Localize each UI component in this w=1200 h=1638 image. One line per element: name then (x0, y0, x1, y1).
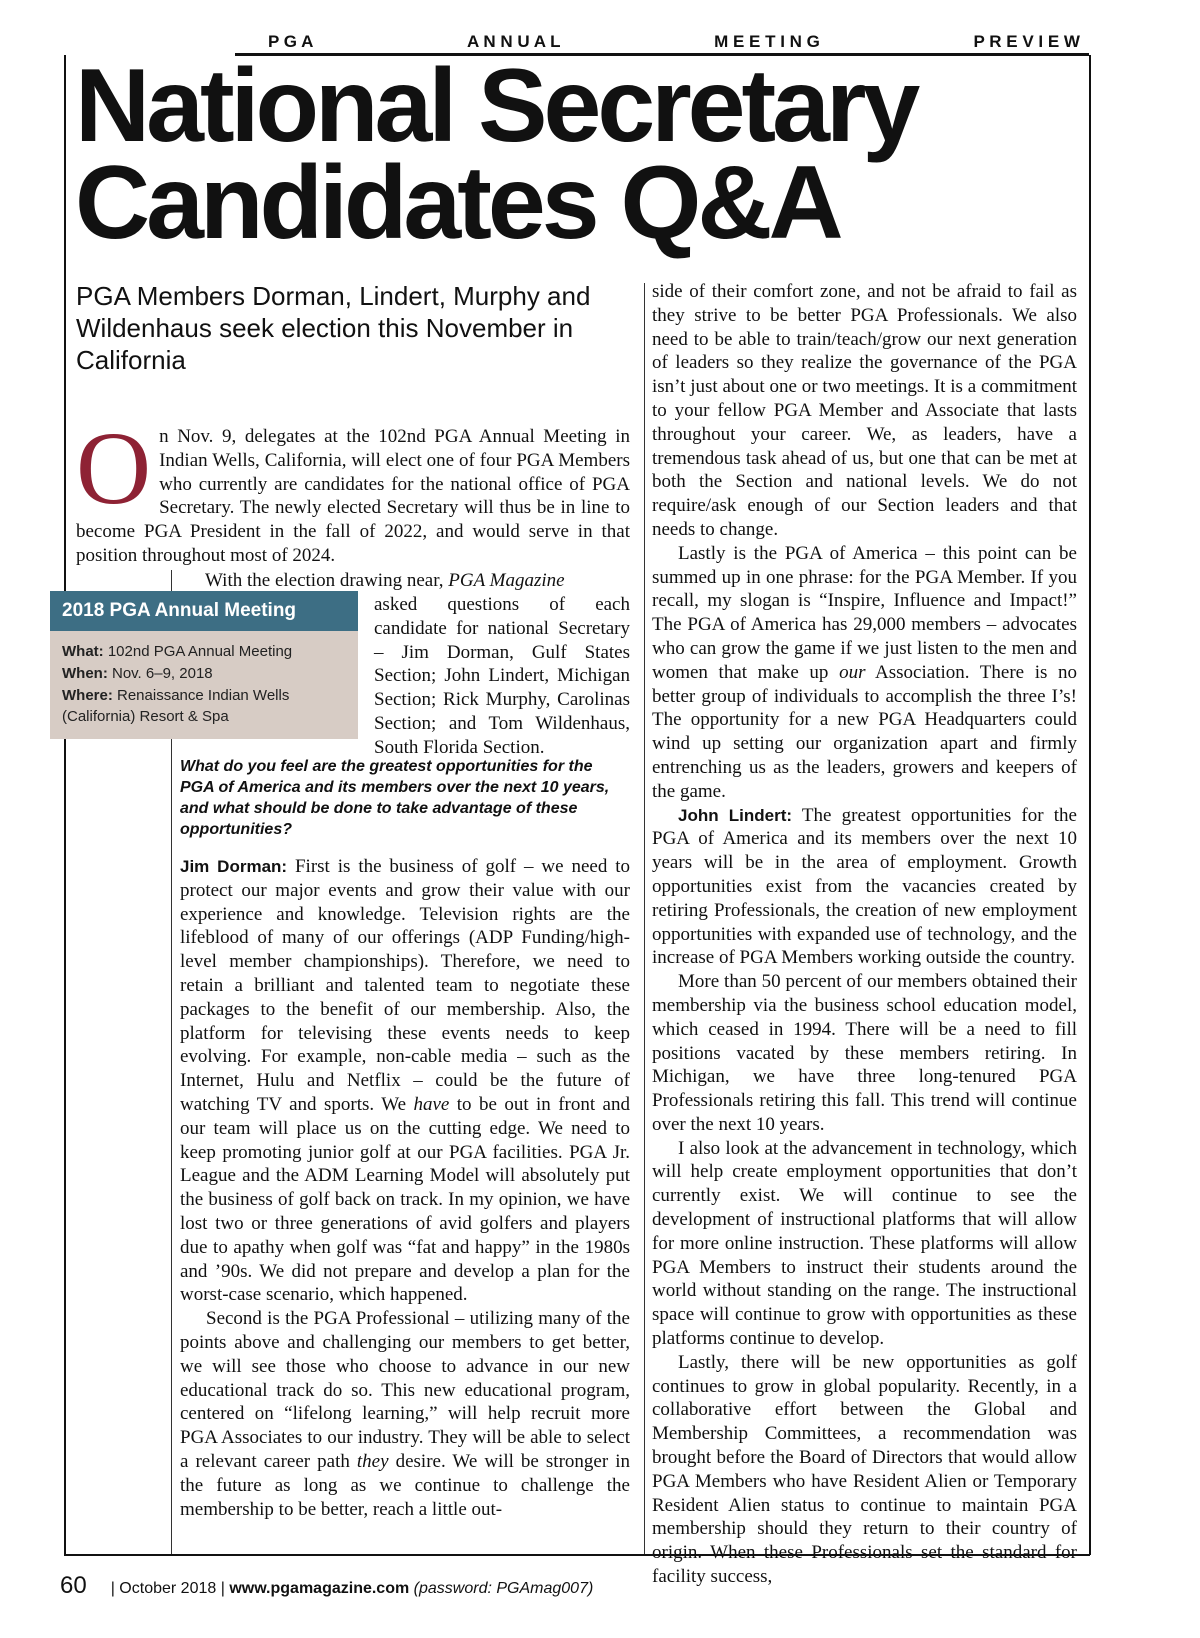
meeting-info-box (50, 591, 358, 739)
dropcap: O (76, 411, 152, 526)
column-left (180, 855, 630, 1521)
info-value: 102nd PGA Annual Meeting (103, 643, 293, 660)
intro-text-2 (205, 569, 630, 593)
emphasis: have (413, 1093, 450, 1115)
answer-paragraph (180, 1307, 630, 1521)
answer-text: Second is the PGA Professional – utilizing many of the points above and challenging our members to get better, we will see those who choose to advance in our new educational track do so. This new educational program, centered on “lifelong learning,” will help recruit more PGA Associates to our industry. They will be able to select a relevant career path (180, 1308, 630, 1472)
intro-text-2a: With the election drawing near, (205, 570, 449, 591)
answer-text: The greatest opportunities for the PGA of America and its members over the next 10 years will be in the area of employment. Growth opportunities exist from the vacancies created by retiring Professionals, the creation of new employment opportunities with expanded use of technology, and the increase of PGA Members working outside the country. (652, 804, 1077, 969)
info-what (62, 641, 346, 662)
intro-paragraph (76, 411, 630, 568)
kicker-word: P R E V I E W (973, 32, 1080, 51)
answer-paragraph: side of their comfort zone, and not be afraid to fail as they strive to be better PGA Professionals. We also need to be able to train/teach/grow our next generation of leaders so they realize the governance of the PGA isn’t just about one or two meetings. It is a commitment to your fellow PGA Member and Associate that lasts throughout your career. We, as leaders, have a tremendous task ahead of us, but one that can be met at both the Section and national levels. We do not require/ask enough of our Section leaders and that needs to change. (652, 281, 1077, 540)
answer-paragraph (180, 855, 630, 1307)
page-title (75, 48, 1075, 261)
answer-paragraph: Lastly, there will be new opportunities as golf continues to grow in global popularity. Recently, in a collaborative effort between the Global and Membership Committees, a recommendation was brought before the Board of Directors that would allow PGA Members who have Resident Alien or Temporary Resident Alien status to continue to maintain PGA membership should they return to their country of origin. When these Professionals set the standard for facility success, (652, 1351, 1077, 1588)
answer-text: First is the business of golf – we need to protect our major events and grow their value with our experience and knowledge. Television rights are the lifeblood of many of our offerings (ADP Funding/high-level member championships). Therefore, we need to retain a brilliant and talented team to negotiate these packages to the benefit of our membership. Also, the platform for televising these events needs to keep evolving. For example, non-cable media – such as the Internet, Hulu and Netflix – could be the future of watching TV and sports. We (180, 856, 630, 1115)
interview-question: What do you feel are the greatest opportunities for the PGA of America and its members over the next 10 years, and what should be done to take advantage of these opportunities? (180, 758, 610, 838)
intro-paragraph-2 (205, 569, 630, 593)
info-label: When: (62, 665, 108, 682)
column-divider (644, 283, 645, 1554)
intro-text: n Nov. 9, delegates at the 102nd PGA Annual Meeting in Indian Wells, California, will elect one of four PGA Members who currently are candidates for the national office of PGA Secretary. The newly elected Secretary will thus be in line to become PGA President in the fall of 2022, and would serve in that position throughout most of 2024. (76, 426, 630, 566)
info-when (62, 663, 346, 684)
column-right (652, 280, 1077, 1589)
intro-text-2b: asked questions of each candidate for national Secretary – Jim Dorman, Gulf States Section; John Lindert, Michigan Section; Rick Murphy, Carolinas Section; and Tom Wildenhaus, South Florida Section. (374, 594, 630, 758)
answer-paragraph: More than 50 percent of our members obtained their membership via the business school education model, which ceased in 1994. There will be a need to fill positions vacated by these members retiring. In Michigan, we have three long-tenured PGA Professionals retiring this fall. This trend will continue over the next 10 years. (652, 971, 1077, 1135)
emphasis: they (356, 1450, 389, 1472)
answer-text: desire. We will be stronger in the future as long as we continue to challenge the membership to be better, reach a little out- (180, 1450, 630, 1520)
answer-text: Association. There is no better group of individuals to accomplish the three I’s! The opportunity for a new PGA Headquarters could wind up setting our organization apart and firmly entrenching us as the leaders, growers and keepers of the game. (652, 661, 1077, 802)
issue-date: | October 2018 | (110, 1580, 225, 1597)
kicker-word: A N N U A L (466, 32, 561, 51)
info-value: Renaissance Indian Wells (California) Resort & Spa (62, 687, 290, 725)
info-box-title: 2018 PGA Annual Meeting (50, 591, 358, 631)
page-number: 60 (60, 1572, 87, 1599)
magazine-url[interactable]: www.pgamagazine.com (229, 1580, 410, 1597)
page-footer (60, 1572, 960, 1602)
deck-subtitle: PGA Members Dorman, Lindert, Murphy and Wildenhaus seek election this November in California (76, 281, 591, 375)
title-line: Candidates Q&A (75, 145, 840, 261)
info-where (62, 685, 346, 727)
speaker-name: John Lindert: (678, 805, 793, 825)
password-note: (password: PGAmag007) (413, 1580, 594, 1597)
answer-paragraph: I also look at the advancement in technology, which will help create employment opportunities that don’t currently exist. We will continue to see the development of instructional platforms that will allow for more online instruction. These platforms will allow PGA Members to instruct their students around the world without standing on the range. The instructional space will continue to grow with opportunities as these platforms continue to develop. (652, 1137, 1077, 1350)
answer-paragraph (652, 542, 1077, 804)
kicker-word: P G A (268, 32, 314, 51)
answer-paragraph (652, 804, 1077, 971)
magazine-name: PGA Magazine (448, 570, 565, 591)
info-value: Nov. 6–9, 2018 (107, 665, 213, 682)
info-label: Where: (62, 687, 113, 704)
info-label: What: (62, 643, 104, 660)
title-line: National Secretary (75, 48, 917, 164)
frame-rule-left (64, 55, 66, 1555)
frame-rule-right (1089, 55, 1091, 1555)
emphasis: our (839, 661, 866, 683)
info-box-body (50, 631, 358, 727)
answer-text: to be out in front and our team will place us on the cutting edge. We need to keep promoting junior golf at our PGA facilities. PGA Jr. League and the ADM Learning Model will absolutely put the business of golf back on track. In my opinion, we have lost two or three generations of avid golfers and players due to apathy when golf was “fat and happy” in the 1980s and ’90s. We did not prepare and develop a plan for the worst-case scenario, which happened. (180, 1093, 630, 1306)
intro-paragraph-2-continued (374, 593, 630, 760)
answer-text: Lastly is the PGA of America – this point can be summed up in one phrase: for the PGA Member. If you recall, my slogan is “Inspire, Influence and Impact!” The PGA of America has 29,000 members – advocates who can grow the game if we just listen to the men and women that make up (652, 542, 1077, 683)
speaker-name: Jim Dorman: (180, 857, 288, 876)
kicker-word: M E E T I N G (714, 32, 820, 51)
